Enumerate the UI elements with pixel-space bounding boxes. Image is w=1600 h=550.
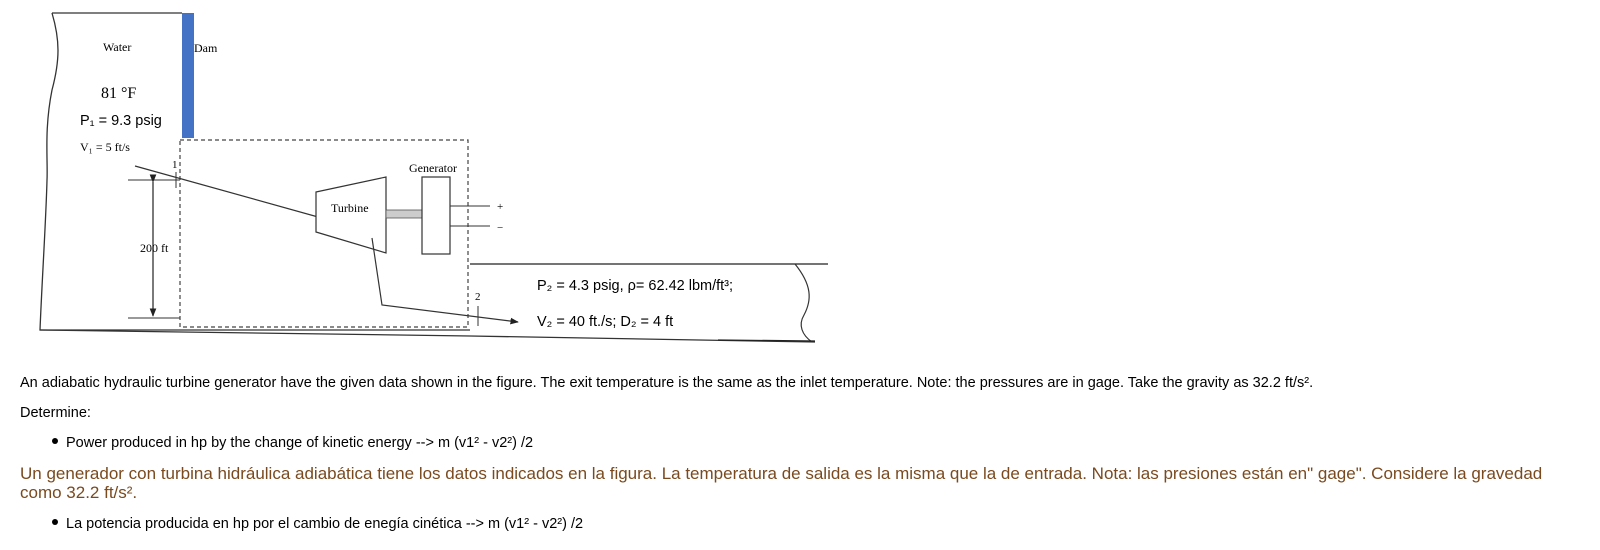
ground-line	[40, 330, 815, 342]
bullet-english	[52, 434, 533, 452]
bullet-icon	[52, 519, 58, 525]
exit-conditions-line1: P₂ = 4.3 psig, ρ= 62.42 lbm/ft³;	[537, 278, 734, 294]
station1-label: 1	[172, 159, 178, 171]
turbine	[316, 177, 386, 253]
shaft	[386, 210, 422, 218]
height-label: 200 ft	[140, 241, 169, 255]
bullet-english-text: Power produced in hp by the change of kinetic energy --> m (v1² - v2²) /2	[66, 435, 534, 451]
dam-label: Dam	[194, 41, 218, 55]
determine-label: Determine:	[20, 405, 91, 421]
turbine-label: Turbine	[331, 201, 369, 215]
v1-label: V₁ = 5 ft/s	[80, 140, 130, 154]
bullet-spanish	[52, 515, 583, 533]
channel-break	[795, 264, 812, 342]
generator-label: Generator	[409, 161, 457, 175]
plus-label: +	[497, 201, 504, 213]
hydraulic-turbine-diagram	[0, 0, 840, 350]
generator	[422, 177, 450, 254]
reservoir-outline	[40, 13, 470, 330]
exit-conditions-line2: V₂ = 40 ft./s; D₂ = 4 ft	[537, 314, 674, 330]
temperature-label: 81 °F	[101, 85, 137, 102]
station2-label: 2	[475, 291, 481, 303]
minus-label: −	[497, 222, 504, 234]
dam	[182, 13, 194, 138]
bullet-spanish-text: La potencia producida en hp por el cambio de enegía cinética --> m (v1² - v2²) /2	[66, 516, 584, 532]
problem-statement-english: An adiabatic hydraulic turbine generator have the given data shown in the figure. The exit temperature is the same as the inlet temperature. Note: the pressures are in gage. Take the gravity as 32.2 ft/s².	[20, 375, 1314, 391]
water-label: Water	[103, 40, 132, 54]
penstock-line	[135, 166, 336, 222]
problem-statement-spanish: Un generador con turbina hidráulica adiabática tiene los datos indicados en la figura. La temperatura de salida es la misma que la de entrada. Nota: las presiones están en" gage". Considere la gravedad como 32.2 ft/s².	[20, 464, 1543, 502]
bullet-icon	[52, 438, 58, 444]
p1-label: P₁ = 9.3 psig	[80, 113, 162, 129]
